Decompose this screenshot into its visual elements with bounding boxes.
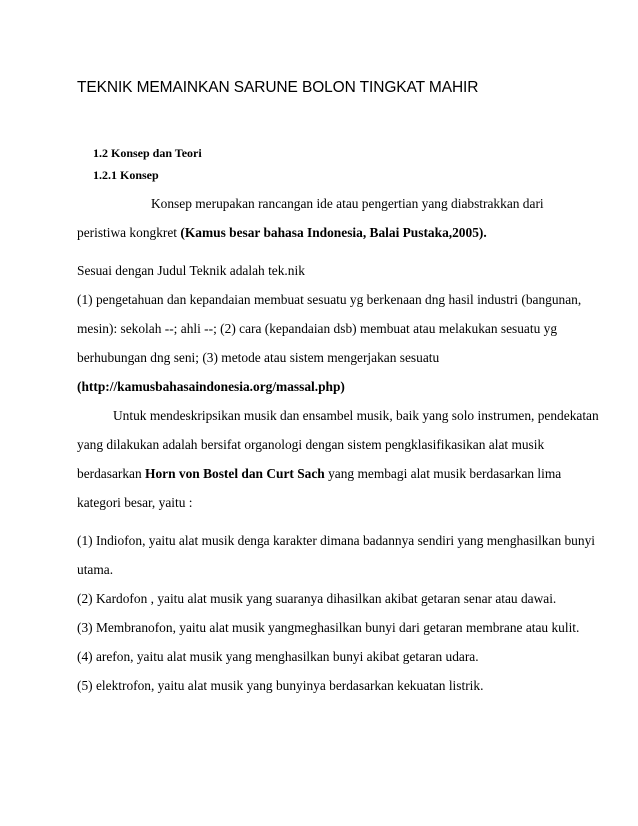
- section-heading-1-2-1: 1.2.1 Konsep: [93, 168, 159, 182]
- list-item: (1) Indiofon, yaitu alat musik denga karakter dimana badannya sendiri yang menghasilkan bunyi: [77, 533, 595, 548]
- paragraph-line: mesin): sekolah --; ahli --; (2) cara (kepandaian dsb) membuat atau melakukan sesuatu yg: [77, 321, 558, 336]
- list-item: (5) elektrofon, yaitu alat musik yang bunyinya berdasarkan kekuatan listrik.: [77, 678, 484, 693]
- list-item: (2) Kardofon , yaitu alat musik yang suaranya dihasilkan akibat getaran senar atau dawai.: [77, 591, 557, 606]
- paragraph-text: yang membagi alat musik berdasarkan lima: [324, 466, 562, 481]
- paragraph-line: Untuk mendeskripsikan musik dan ensambel musik, baik yang solo instrumen, pendekatan: [113, 408, 599, 423]
- paragraph-line: Konsep merupakan rancangan ide atau pengertian yang diabstrakkan dari: [151, 196, 544, 211]
- list-item: (3) Membranofon, yaitu alat musik yangmeghasilkan bunyi dari getaran membrane atau kulit.: [77, 620, 580, 635]
- paragraph-line: yang dilakukan adalah bersifat organologi dengan sistem pengklasifikasikan alat musik: [77, 437, 545, 452]
- document-title: TEKNIK MEMAINKAN SARUNE BOLON TINGKAT MAHIR: [77, 79, 479, 96]
- list-item: (4) arefon, yaitu alat musik yang menghasilkan bunyi akibat getaran udara.: [77, 649, 479, 664]
- paragraph-line: [77, 466, 561, 482]
- citation-text: Horn von Bostel dan Curt Sach: [145, 466, 325, 481]
- paragraph-text: berdasarkan: [77, 466, 146, 481]
- citation-url: (http://kamusbahasaindonesia.org/massal.php): [77, 379, 345, 394]
- paragraph-line: (1) pengetahuan dan kepandaian membuat sesuatu yg berkenaan dng hasil industri (bangunan,: [77, 292, 582, 307]
- list-item-continuation: utama.: [77, 562, 114, 577]
- paragraph-line: Sesuai dengan Judul Teknik adalah tek.nik: [77, 263, 305, 278]
- paragraph-text: peristiwa kongkret: [77, 225, 181, 240]
- paragraph-line: kategori besar, yaitu :: [77, 495, 193, 510]
- paragraph-line: [77, 225, 487, 241]
- citation-text: (Kamus besar bahasa Indonesia, Balai Pustaka,2005).: [180, 225, 487, 240]
- section-heading-1-2: 1.2 Konsep dan Teori: [93, 146, 202, 160]
- paragraph-line: berhubungan dng seni; (3) metode atau sistem mengerjakan sesuatu: [77, 350, 440, 365]
